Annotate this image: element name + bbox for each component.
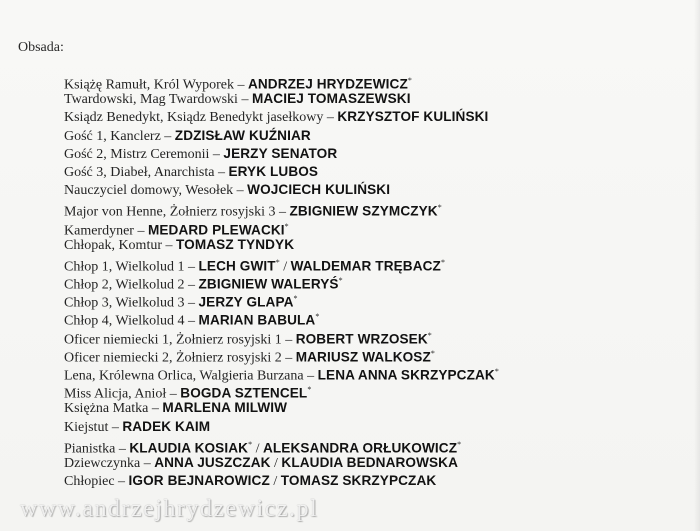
actor-name: ZDZISŁAW KUŹNIAR [174,127,311,143]
actor-name: ZBIGNIEW WALERYŚ [198,276,339,292]
actor-name: MARLENA MILWIW [162,400,288,416]
cast-entry [64,72,499,93]
role-dash: – [275,204,290,220]
actor-name: LECH GWIT [198,258,276,274]
guest-asterisk: * [437,203,442,213]
cast-entry [64,145,499,163]
role-name: Chłop 3, Wielkolud 3 [64,295,185,311]
role-dash: – [323,110,338,126]
site-watermark: www.andrzejhrydzewicz.pl [20,496,319,522]
cast-entry [64,345,499,366]
role-name: Gość 3, Diabeł, Anarchista [64,164,215,180]
actor-name: MACIEJ TOMASZEWSKI [251,91,411,107]
role-dash: – [133,223,148,239]
actor-name: LENA ANNA SKRZYPCZAK [317,367,495,383]
actor-name: JERZY GLAPA [198,294,294,310]
guest-asterisk: * [407,76,412,85]
role-dash: – [140,455,155,471]
actor-name: ANNA JUSZCZAK [154,454,271,470]
role-name: Kiejstut [64,419,109,435]
actor-name: BOGDA SZTENCEL [180,385,308,401]
actor-name: KLAUDIA BEDNAROWSKA [281,454,459,470]
role-name: Major von Henne, Żołnierz rosyjski 3 [64,204,276,220]
role-dash: – [184,295,199,311]
cast-entry [64,399,499,417]
guest-asterisk: * [338,276,343,286]
cast-entry [64,418,499,436]
role-name: Nauczyciel domowy, Wesołek [64,183,234,199]
guest-asterisk: * [440,257,445,267]
guest-asterisk: * [307,385,312,395]
cast-entry [64,90,499,108]
actor-name: MARIUSZ WALKOSZ [295,349,431,365]
role-name: Lena, Królewna Orlica, Walgieria Burzana [64,368,304,384]
role-dash: – [148,401,163,417]
role-name: Chłop 4, Wielkolud 4 [64,314,185,330]
role-dash: – [233,77,248,93]
role-dash: – [184,259,199,275]
role-name: Dziewczynka [64,455,141,471]
cast-entry [64,472,499,490]
actor-name: ANDRZEJ HRYDZEWICZ [247,76,408,92]
cast-entry [64,272,499,293]
guest-asterisk: * [494,367,499,376]
role-dash: – [184,314,199,330]
role-name: Chłop 1, Wielkolud 1 [64,259,185,275]
role-name: Chłop 2, Wielkolud 2 [64,277,185,293]
cast-entry [64,181,499,199]
role-dash: – [303,368,318,384]
cast-entry [64,108,499,126]
actor-name: ALEKSANDRA ORŁUKOWICZ [262,440,458,456]
role-dash: – [233,183,248,199]
actor-separator: / [279,259,291,275]
role-dash: – [108,419,123,435]
role-dash: – [184,277,199,293]
role-name: Oficer niemiecki 1, Żołnierz rosyjski 1 [64,332,282,348]
actor-name: ZBIGNIEW SZYMCZYK [289,203,438,219]
role-name: Twardowski, Mag Twardowski [64,92,238,108]
cast-entry [64,254,499,275]
actor-name: MEDARD PLEWACKI [147,222,285,238]
cast-entry [64,363,499,384]
actor-separator: / [252,441,263,457]
role-name: Gość 1, Kanclerz [64,128,161,144]
cast-entry [64,381,499,402]
guest-asterisk: * [293,294,298,304]
guest-asterisk: * [275,257,280,267]
guest-asterisk: * [284,221,289,231]
cast-heading: Obsada: [18,40,64,55]
cast-entry [64,290,499,311]
role-name: Księżna Matka [64,401,149,417]
role-name: Kamerdyner [64,223,134,239]
cast-entry [64,454,499,472]
role-name: Miss Alicja, Anioł [64,386,167,402]
guest-asterisk: * [457,439,462,449]
role-dash: – [166,386,181,402]
guest-asterisk: * [427,330,432,340]
cast-entry [64,163,499,181]
role-dash: – [237,92,252,108]
role-dash: – [214,164,229,180]
cast-entry [64,127,499,145]
actor-name: WALDEMAR TRĘBACZ [290,258,441,274]
guest-asterisk: * [315,312,320,322]
role-dash: – [209,146,224,162]
actor-name: TOMASZ TYNDYK [176,236,295,252]
cast-entry [64,327,499,348]
guest-asterisk: * [248,439,253,449]
cast-list [64,72,499,490]
actor-name: TOMASZ SKRZYPCZAK [280,473,437,489]
actor-name: MARIAN BABULA [198,313,316,329]
actor-name: JERZY SENATOR [223,145,338,161]
role-name: Pianistka [64,441,116,457]
role-dash: – [114,474,129,490]
role-name: Ksiądz Benedykt, Ksiądz Benedykt jasełkowy [64,110,324,126]
role-dash: – [115,441,130,457]
actor-name: WOJCIECH KULIŃSKI [247,182,391,198]
actor-name: IGOR BEJNAROWICZ [128,473,270,489]
role-name: Książę Ramułt, Król Wyporek [64,77,234,93]
role-dash: – [281,332,296,348]
page-edge-shadow [694,0,700,531]
cast-entry [64,218,499,239]
actor-name: KRZYSZTOF KULIŃSKI [337,109,489,125]
role-dash: – [160,128,175,144]
role-dash: – [281,350,296,366]
actor-name: ROBERT WRZOSEK [295,331,428,347]
cast-entry [64,308,499,330]
cast-entry [64,436,499,457]
guest-asterisk: * [430,348,435,358]
actor-separator: / [270,455,282,471]
role-name: Chłopak, Komtur [64,237,162,253]
role-name: Chłopiec [64,474,115,490]
role-name: Gość 2, Mistrz Ceremonii [64,146,210,162]
actor-name: ERYK LUBOS [228,163,319,179]
cast-entry [64,236,499,254]
actor-name: KLAUDIA KOSIAK [129,440,249,456]
cast-entry [64,199,499,220]
role-dash: – [162,237,176,253]
actor-separator: / [269,474,281,490]
actor-name: RADEK KAIM [122,418,211,434]
role-name: Oficer niemiecki 2, Żołnierz rosyjski 2 [64,350,282,366]
